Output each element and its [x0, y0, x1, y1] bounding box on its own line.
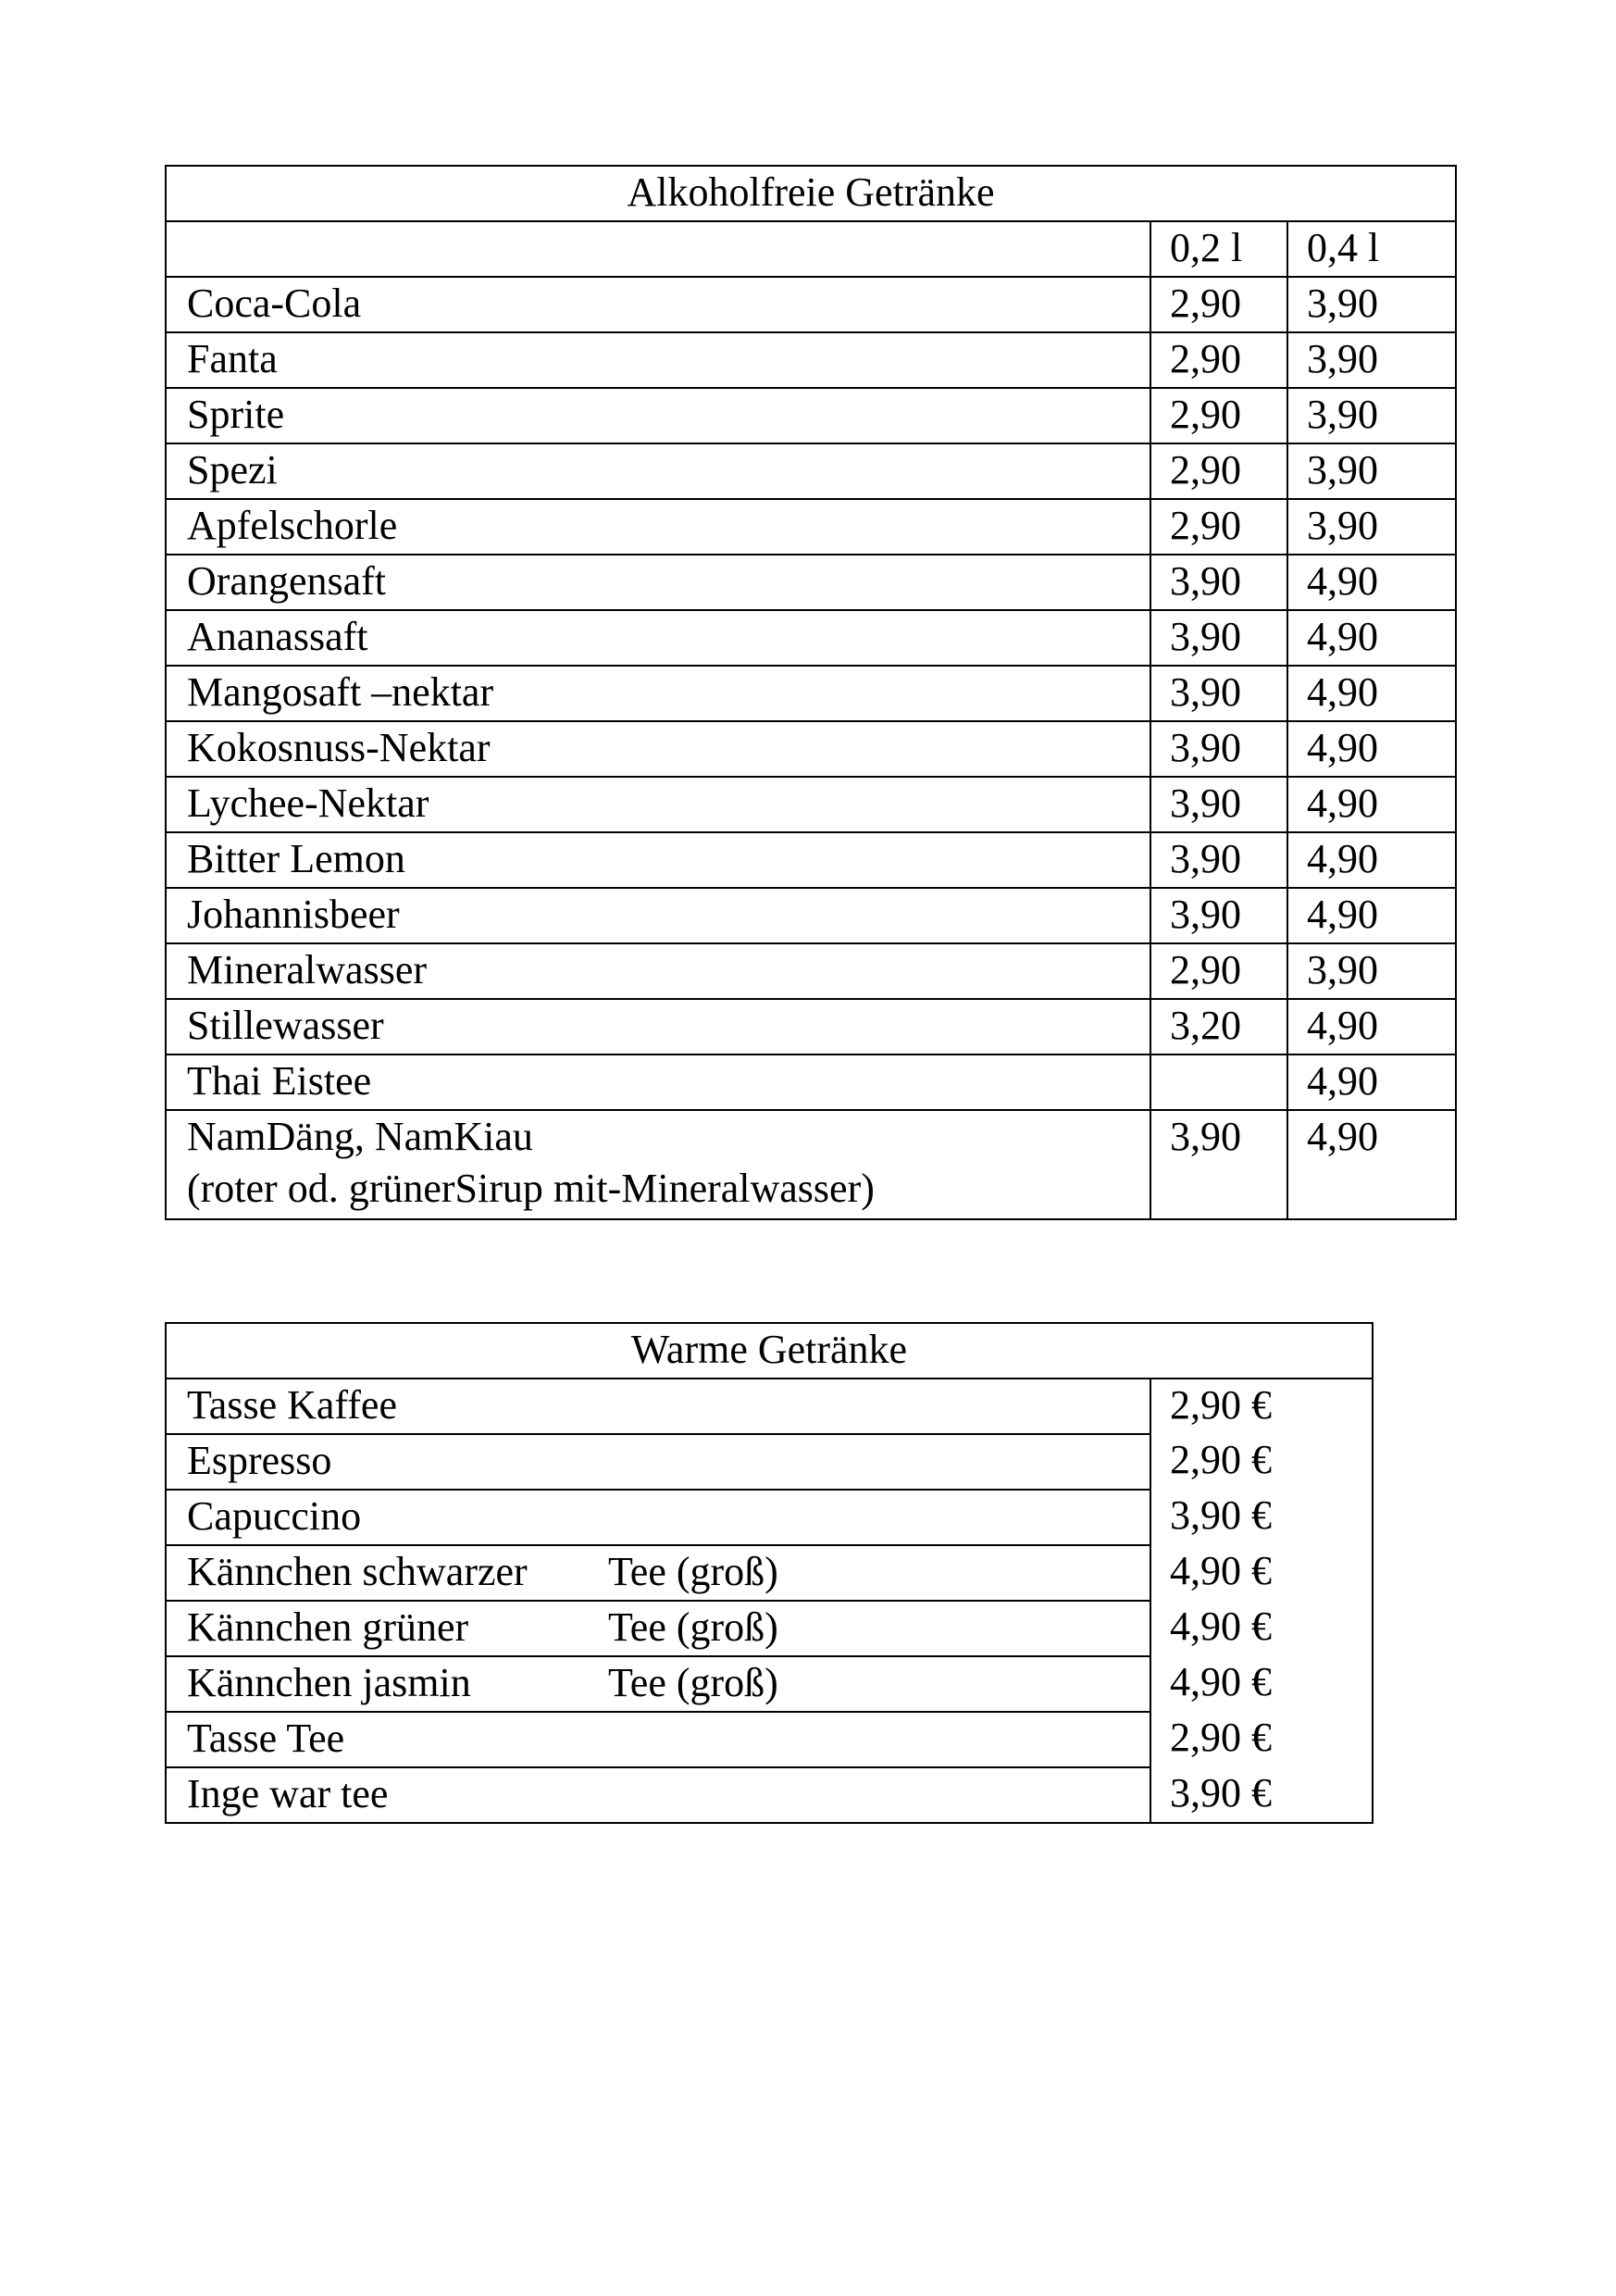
item-name: Coca-Cola [166, 277, 1150, 332]
item-name: Orangensaft [166, 555, 1150, 610]
price-small: 2,90 [1150, 277, 1287, 332]
price-large: 3,90 [1287, 943, 1456, 999]
table-row [166, 999, 1456, 1054]
item-name: Stillewasser [166, 999, 1150, 1054]
item-suffix: Tee (groß) [608, 1549, 778, 1594]
item-name: Thai Eistee [166, 1054, 1150, 1110]
price-large: 3,90 [1287, 388, 1456, 443]
table-row [166, 1110, 1456, 1219]
price-small: 3,90 [1150, 1110, 1287, 1219]
price-large: 4,90 [1287, 888, 1456, 943]
item-name: Mangosaft –nektar [166, 666, 1150, 721]
price-large: 4,90 [1287, 721, 1456, 777]
item-name: Johannisbeer [166, 888, 1150, 943]
table-row [166, 1545, 1373, 1601]
item-name: Tasse Kaffee [187, 1382, 397, 1428]
item-name: Bitter Lemon [166, 832, 1150, 888]
price-small: 2,90 [1150, 332, 1287, 388]
item-name: Apfelschorle [166, 499, 1150, 555]
price-small: 2,90 [1150, 443, 1287, 499]
price-small: 3,20 [1150, 999, 1287, 1054]
price-large: 4,90 [1287, 832, 1456, 888]
price-large: 4,90 [1287, 666, 1456, 721]
table-row [166, 888, 1456, 943]
price-large: 4,90 [1287, 1110, 1456, 1219]
item-suffix: Tee (groß) [608, 1660, 778, 1705]
price-large: 3,90 [1287, 332, 1456, 388]
price: 4,90 € [1150, 1601, 1373, 1656]
table-row [166, 943, 1456, 999]
item-name: Capuccino [187, 1493, 362, 1539]
price-small: 3,90 [1150, 888, 1287, 943]
table-row [166, 499, 1456, 555]
price-large: 4,90 [1287, 555, 1456, 610]
item-name: Sprite [166, 388, 1150, 443]
table-row [166, 1656, 1373, 1712]
size-large-header: 0,4 l [1287, 221, 1456, 277]
item-name: Tasse Tee [187, 1716, 345, 1761]
price-small [1150, 1054, 1287, 1110]
item-name: Ananassaft [166, 610, 1150, 666]
price: 2,90 € [1150, 1434, 1373, 1490]
price: 4,90 € [1150, 1545, 1373, 1601]
table-row [166, 1054, 1456, 1110]
price-small: 2,90 [1150, 499, 1287, 555]
table-row [166, 1379, 1373, 1434]
item-name: Kännchen schwarzer [187, 1549, 528, 1594]
price: 2,90 € [1150, 1379, 1373, 1434]
item-name: Spezi [166, 443, 1150, 499]
item-note: (roter od. grünerSirup mit-Mineralwasser) [187, 1166, 875, 1211]
cold-drinks-table [165, 165, 1457, 1220]
price-small: 3,90 [1150, 721, 1287, 777]
price-large: 4,90 [1287, 610, 1456, 666]
price: 3,90 € [1150, 1767, 1373, 1823]
table-row [166, 388, 1456, 443]
table-row [166, 1712, 1373, 1767]
item-name: Lychee-Nektar [166, 777, 1150, 832]
warm-drinks-title: Warme Getränke [166, 1323, 1373, 1379]
price-small: 3,90 [1150, 555, 1287, 610]
item-name: Fanta [166, 332, 1150, 388]
warm-drinks-table [165, 1322, 1374, 1824]
item-name: NamDäng, NamKiau [187, 1114, 533, 1159]
table-row [166, 443, 1456, 499]
item-name: Mineralwasser [166, 943, 1150, 999]
table-row [166, 555, 1456, 610]
price-small: 3,90 [1150, 666, 1287, 721]
table-row [166, 1601, 1373, 1656]
price-small: 2,90 [1150, 943, 1287, 999]
table-row [166, 610, 1456, 666]
item-suffix: Tee (groß) [608, 1604, 778, 1650]
table-row [166, 332, 1456, 388]
price-small: 3,90 [1150, 832, 1287, 888]
table-row [166, 666, 1456, 721]
item-name-multiline [166, 1110, 1150, 1219]
price-large: 4,90 [1287, 999, 1456, 1054]
size-header-blank [166, 221, 1150, 277]
table-row [166, 277, 1456, 332]
table-row [166, 721, 1456, 777]
price-small: 3,90 [1150, 777, 1287, 832]
item-name: Kännchen grüner [187, 1604, 469, 1650]
price-large: 3,90 [1287, 499, 1456, 555]
item-name: Kännchen jasmin [187, 1660, 471, 1705]
cold-drinks-title: Alkoholfreie Getränke [166, 166, 1456, 221]
price-small: 3,90 [1150, 610, 1287, 666]
table-row [166, 1434, 1373, 1490]
table-row [166, 777, 1456, 832]
item-name: Espresso [187, 1438, 332, 1483]
price: 4,90 € [1150, 1656, 1373, 1712]
price-small: 2,90 [1150, 388, 1287, 443]
table-row [166, 1767, 1373, 1823]
item-name: Inge war tee [187, 1771, 389, 1816]
size-small-header: 0,2 l [1150, 221, 1287, 277]
price: 3,90 € [1150, 1490, 1373, 1545]
price-large: 4,90 [1287, 1054, 1456, 1110]
table-row [166, 1490, 1373, 1545]
price-large: 3,90 [1287, 443, 1456, 499]
price-large: 4,90 [1287, 777, 1456, 832]
price-large: 3,90 [1287, 277, 1456, 332]
table-row [166, 832, 1456, 888]
price: 2,90 € [1150, 1712, 1373, 1767]
item-name: Kokosnuss-Nektar [166, 721, 1150, 777]
